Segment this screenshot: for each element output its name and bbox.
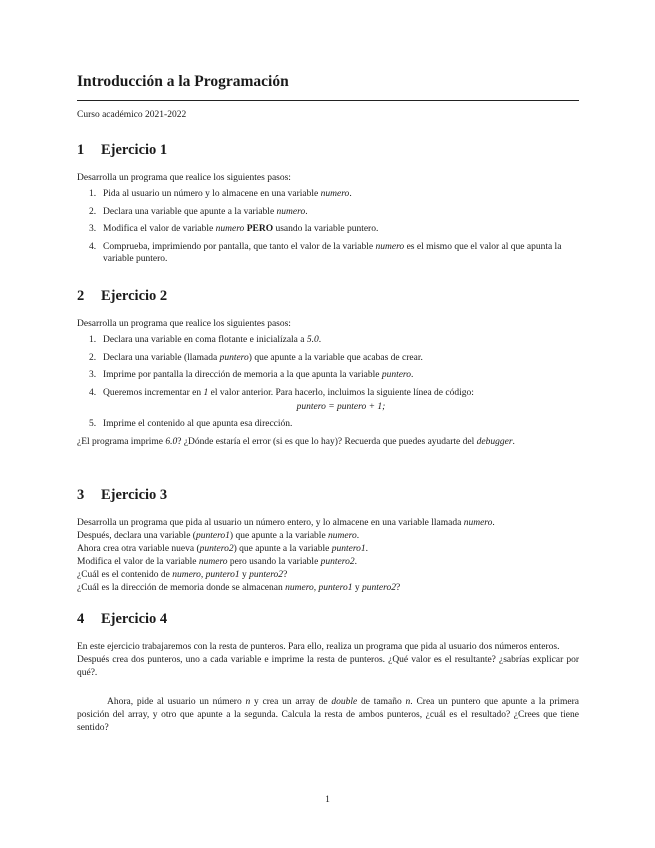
section-line: Desarrolla un programa que pida al usuario un número entero, y lo almacene en una variable llamada numero.	[77, 518, 495, 528]
section-line: ¿Cuál es el contenido de numero, puntero1 y puntero2?	[77, 570, 288, 580]
list-item: 4. Comprueba, imprimiendo por pantalla, que tanto el valor de la variable numero es el mismo que el valor al que apunta la variable puntero.	[89, 241, 562, 264]
section-paragraph: Después crea dos punteros, uno a cada variable e imprime la resta de punteros. ¿Qué valor es el resultante? ¿sabrías explicar por qué?.	[77, 655, 579, 678]
list-item: 3. Modifica el valor de variable numero PERO usando la variable puntero.	[89, 224, 379, 234]
section-line: Después, declara una variable (puntero1) que apunte a la variable numero.	[77, 531, 360, 541]
section-ejercicio-4	[77, 611, 579, 735]
section-intro: Desarrolla un programa que realice los siguientes pasos:	[77, 173, 291, 183]
title-rule	[77, 100, 579, 101]
list-item: 3. Imprime por pantalla la dirección de memoria a la que apunta la variable puntero.	[89, 370, 414, 380]
list-item: 5. Imprime el contenido al que apunta esa dirección.	[89, 419, 293, 429]
section-ejercicio-3	[77, 487, 579, 595]
list-item: 4. Queremos incrementar en 1 el valor anterior. Para hacerlo, incluimos la siguiente línea de código: puntero = puntero + 1;	[77, 387, 579, 415]
steps-list	[77, 334, 579, 431]
list-item: 1. Declara una variable en coma flotante e inicialízala a 5.0.	[89, 335, 322, 345]
code-equation: puntero = puntero + 1;	[296, 402, 386, 412]
list-item: 2. Declara una variable que apunte a la variable numero.	[89, 206, 308, 217]
section-line: ¿Cuál es la dirección de memoria donde se almacenan numero, puntero1 y puntero2?	[77, 583, 401, 593]
section-heading: 2 Ejercicio 2	[77, 288, 168, 304]
page-number: 1	[325, 795, 330, 805]
section-ejercicio-1	[77, 142, 579, 271]
section-heading: 1 Ejercicio 1	[77, 142, 168, 158]
section-intro: Desarrolla un programa que realice los siguientes pasos:	[77, 319, 291, 329]
section-paragraph: En este ejercicio trabajaremos con la resta de punteros. Para ello, realiza un programa que pida al usuario dos números enteros.	[77, 642, 560, 652]
list-item: 2. Declara una variable (llamada puntero) que apunte a la variable que acabas de crear.	[89, 352, 423, 363]
course-year: Curso académico 2021-2022	[77, 110, 187, 120]
list-item: 1. Pida al usuario un número y lo almacene en una variable numero.	[89, 189, 352, 199]
section-heading: 3 Ejercicio 3	[77, 487, 168, 503]
section-line: Ahora crea otra variable nueva (puntero2) que apunte a la variable puntero1.	[77, 544, 369, 554]
section-question: ¿El programa imprime 6.0? ¿Dónde estaría el error (si es que lo hay)? Recuerda que puedes ayudarte del debugger.	[77, 436, 515, 447]
section-ejercicio-2	[77, 288, 579, 449]
steps-list	[77, 188, 579, 266]
section-line: Modifica el valor de la variable numero pero usando la variable puntero2.	[77, 557, 357, 567]
document-title: Introducción a la Programación	[77, 73, 289, 90]
section-paragraph: Ahora, pide al usuario un número n y crea un array de double de tamaño n. Crea un puntero que apunte a la primera posición del array, y otro que apunte a la segunda. Calcula la resta de ambos punteros, ¿cuál es el resultado? ¿Crees que tiene sentido?	[77, 697, 579, 733]
section-heading: 4 Ejercicio 4	[77, 611, 168, 627]
